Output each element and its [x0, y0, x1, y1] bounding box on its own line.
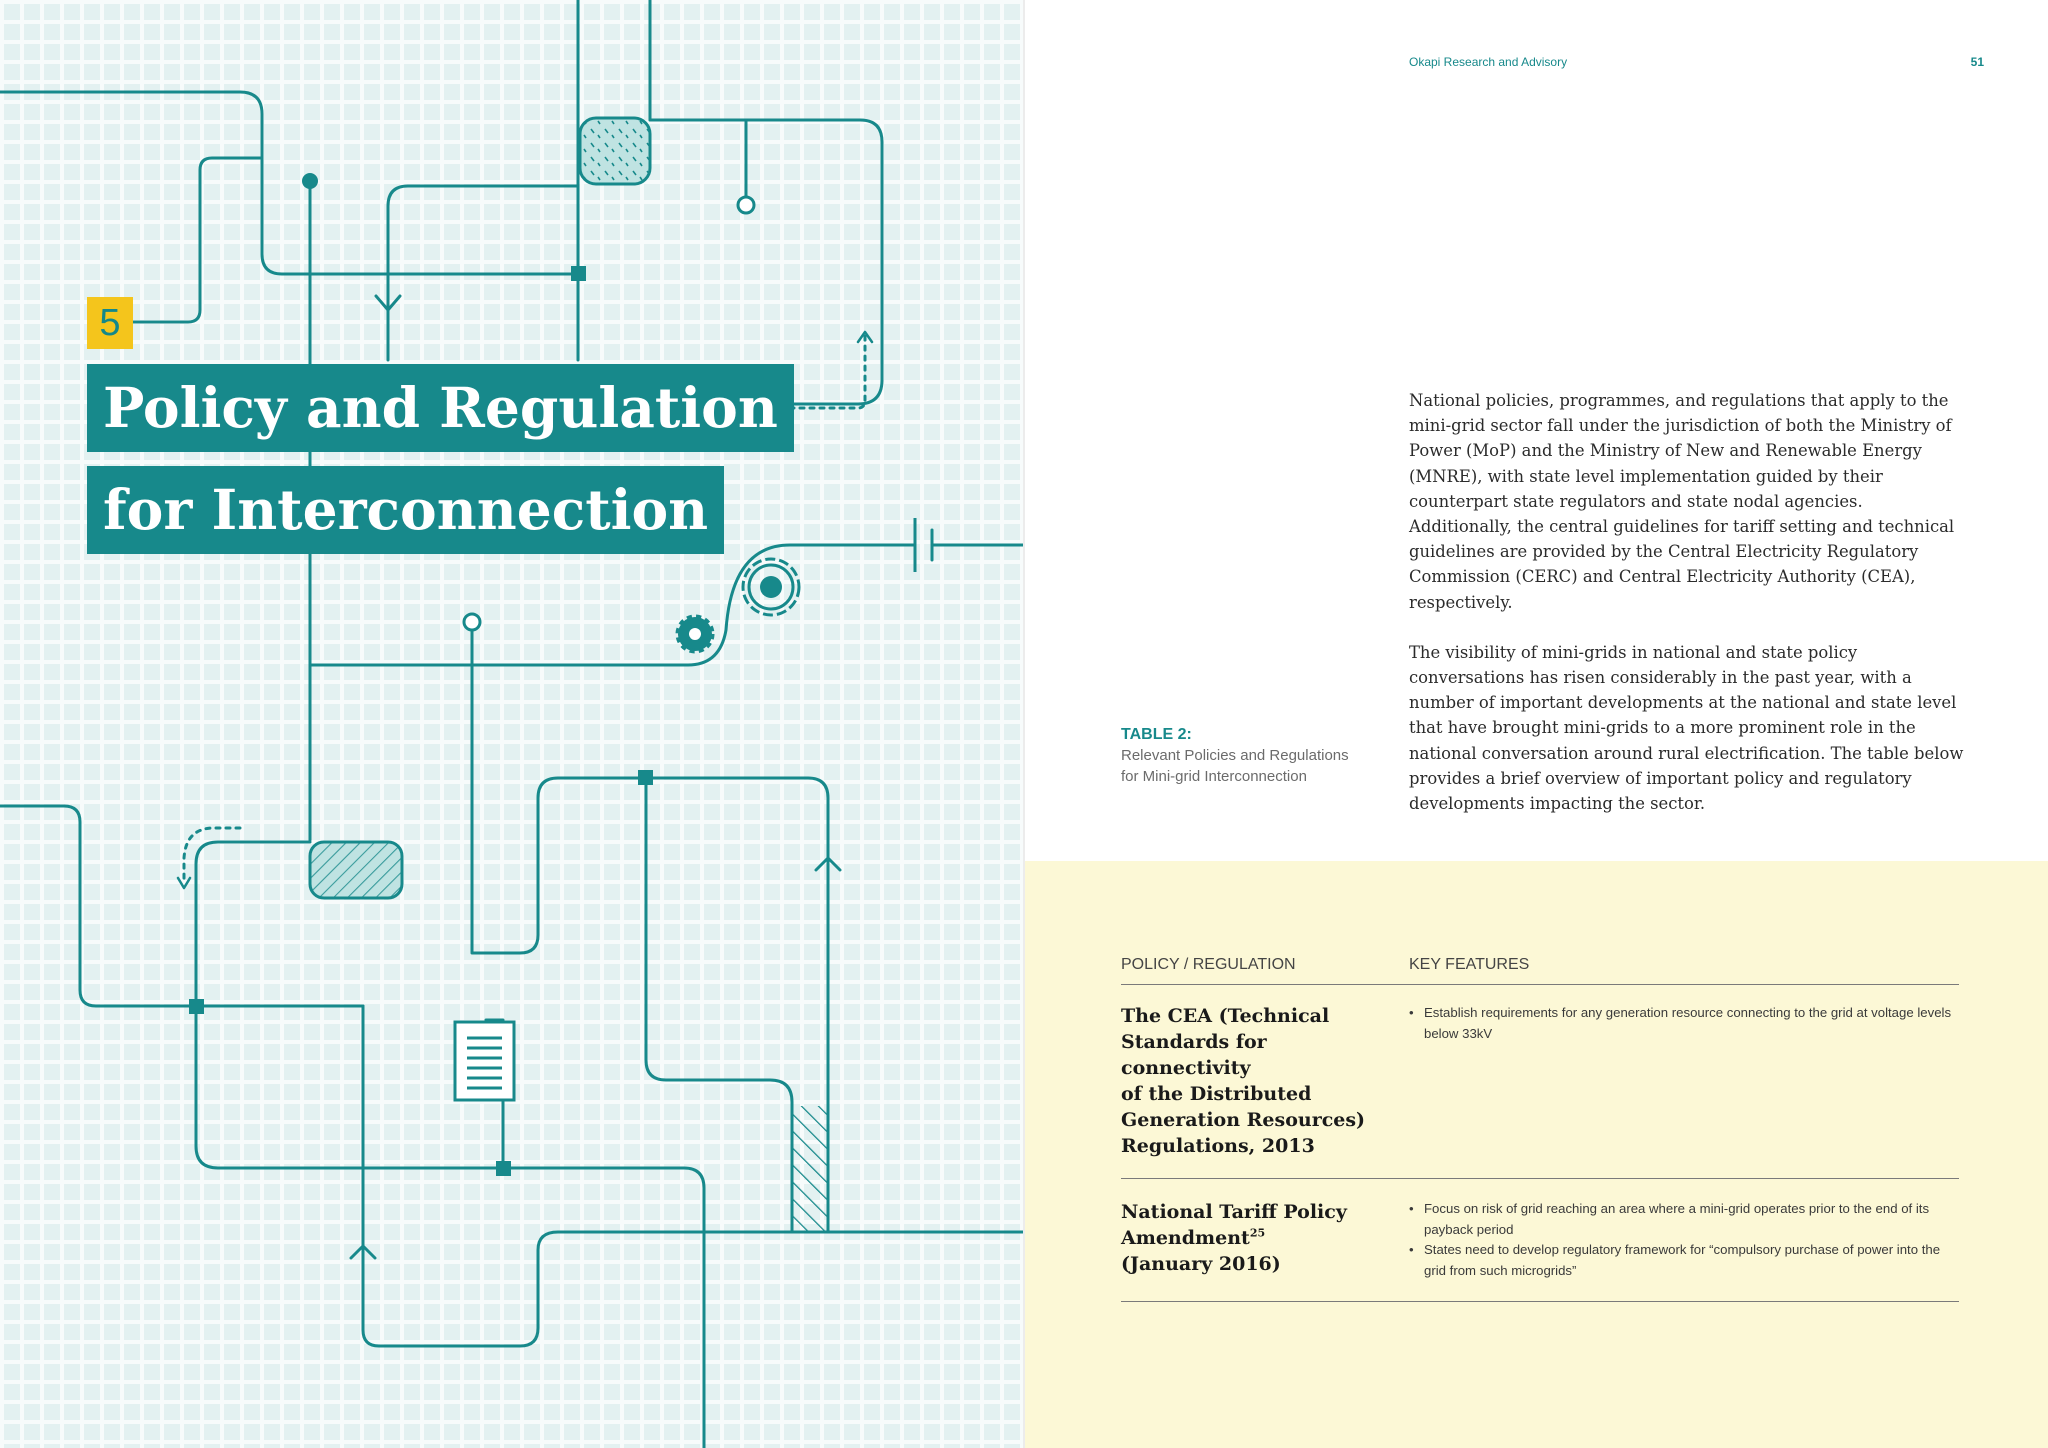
striped-block	[792, 1106, 828, 1232]
node-ring	[738, 197, 754, 213]
node-ring	[464, 614, 480, 630]
document-icon	[455, 1022, 514, 1100]
wire	[472, 630, 828, 1232]
policy-name-line: The CEA (Technical	[1121, 1005, 1330, 1027]
column-header-features: KEY FEATURES	[1409, 956, 1530, 973]
policy-name	[1121, 1199, 1391, 1277]
column-header-policy: POLICY / REGULATION	[1121, 956, 1296, 973]
chapter-title-line-2: for Interconnection	[87, 466, 724, 554]
policy-name-line	[1121, 1225, 1391, 1251]
key-features-list	[1409, 1199, 1961, 1281]
policy-name-text: Amendment	[1121, 1227, 1250, 1249]
junction-node	[571, 266, 586, 281]
wire	[650, 120, 882, 404]
policy-name-line: of the Distributed	[1121, 1083, 1312, 1105]
key-feature-item: • States need to develop regulatory framework for “compulsory purchase of power into the grid from such microgrids”	[1409, 1240, 1961, 1281]
policy-name	[1121, 1003, 1391, 1159]
table-caption	[1121, 724, 1391, 787]
gear-icon	[678, 617, 712, 651]
dashed-arrow	[790, 334, 865, 408]
body-text	[1409, 388, 1969, 841]
policy-name-line: connectivity	[1121, 1057, 1251, 1079]
node-dot	[302, 173, 318, 189]
wire	[0, 92, 578, 274]
table-header	[1121, 956, 1959, 985]
policy-name-line: Regulations, 2013	[1121, 1135, 1315, 1157]
page-number: 51	[1970, 55, 1984, 69]
junction-node	[638, 770, 653, 785]
paragraph: The visibility of mini-grids in national and state policy conversations has risen considerably in the past year, with a number of important developments at the national and state level that have brought mini-grids to a more prominent role in the national conversation around rural electrification. The table below provides a brief overview of important policy and regulatory developments impacting the sector.	[1409, 642, 1964, 814]
table-row	[1121, 1003, 1959, 1179]
paragraph: National policies, programmes, and regulations that apply to the mini-grid sector fall under the jurisdiction of both the Ministry of Power (MoP) and the Ministry of New and Renewable Energy (MNRE), with state level implementation guided by their counterpart state regulators and state nodal agencies. Additionally, the central guidelines for tariff setting and technical guidelines are provided by the Central Electricity Regulatory Commission (CERC) and Central Electricity Authority (CEA), respectively.	[1409, 391, 1955, 612]
dashed-arrow	[184, 828, 240, 882]
junction-node	[496, 1161, 511, 1176]
chapter-title-line-1: Policy and Regulation	[87, 364, 794, 452]
key-feature-item: • Focus on risk of grid reaching an area where a mini-grid operates prior to the end of its payback period	[1409, 1199, 1961, 1240]
policy-name-line: (January 2016)	[1121, 1253, 1281, 1275]
table-caption-label: TABLE 2:	[1121, 726, 1192, 743]
wire	[196, 842, 704, 1448]
policy-name-line: National Tariff Policy	[1121, 1201, 1347, 1223]
table-caption-line: for Mini-grid Interconnection	[1121, 768, 1307, 785]
table-row	[1121, 1199, 1959, 1302]
policy-name-line: Standards for	[1121, 1031, 1267, 1053]
footnote-marker: 25	[1249, 1226, 1266, 1240]
wire	[310, 545, 915, 665]
gear-icon	[743, 559, 799, 615]
table-caption-line: Relevant Policies and Regulations	[1121, 747, 1349, 764]
running-head: Okapi Research and Advisory	[1409, 55, 1568, 69]
wire	[646, 778, 792, 1232]
key-feature-item: • Establish requirements for any generation resource connecting to the grid at voltage levels below 33kV	[1409, 1003, 1961, 1044]
policy-table	[1025, 861, 2048, 1448]
chapter-number-badge: 5	[87, 297, 133, 349]
policy-name-line: Generation Resources)	[1121, 1109, 1366, 1131]
junction-node	[189, 999, 204, 1014]
text-page	[1025, 0, 2048, 1448]
key-features-list	[1409, 1003, 1961, 1044]
